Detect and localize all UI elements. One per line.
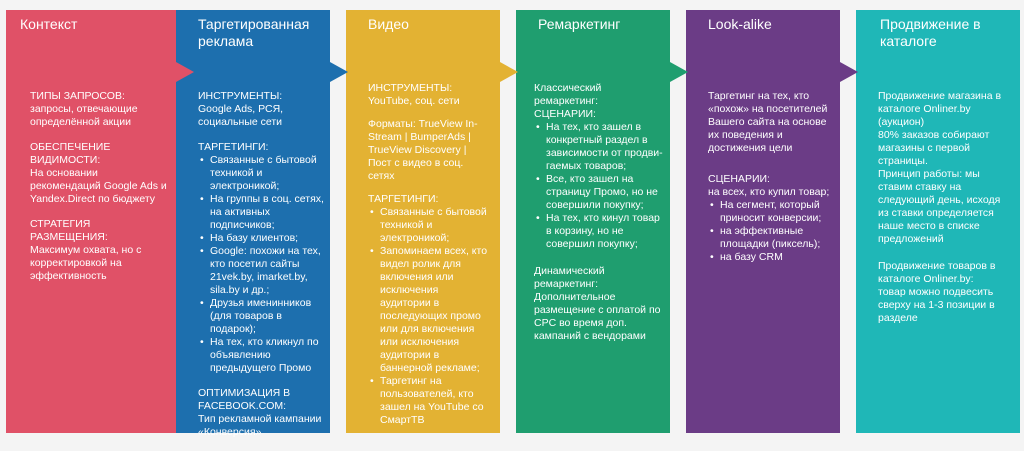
column-title: Ремаркетинг	[538, 16, 621, 32]
list-item: • На тех, кто кликнул по объявлению предыдущего Промо	[210, 336, 326, 375]
column-title: Look-alike	[708, 16, 772, 32]
block-heading: ТИПЫ ЗАПРОСОВ:	[30, 90, 125, 102]
facebook-text: Тип рекламной кампании «Конверсия»	[198, 413, 322, 438]
formats-text: Форматы: TrueView In-Stream | BumperAds | TrueView Discovery | Пост с видео в соц. сетях	[368, 118, 478, 182]
list-item: • Связанные с бытовой техникой и электроникой;	[210, 154, 326, 193]
list-item: • Все, кто зашел на страницу Промо, но не совершили покупку;	[546, 173, 664, 212]
list-item: • На группы в соц. сетях, на активных подписчиков;	[210, 193, 326, 232]
column-catalog	[856, 10, 1020, 433]
scenarios-heading: СЦЕНАРИИ:	[708, 173, 770, 185]
list-item: • на эффективные площадки (пиксель);	[720, 225, 830, 251]
tools-heading: ИНСТРУМЕНТЫ:	[198, 90, 283, 102]
list-item: • Друзья именинников (для товаров в подарок);	[210, 297, 326, 336]
list-item: • Запоминаем всех, кто видел ролик для включения или исключения аудитории в последующих промо или для включения или исключения аудитории в баннерной рекламе;	[380, 245, 490, 375]
column-title: Видео	[368, 16, 409, 32]
column-video	[346, 10, 522, 433]
scenarios-text: на всех, кто купил товар;	[708, 186, 830, 198]
list-item: • На тех, кто зашел в конкретный раздел в зависимости от продви-гаемых товаров;	[546, 121, 664, 173]
tools-text: ИНСТРУМЕНТЫ: YouTube, соц. сети	[368, 82, 460, 107]
scenarios-heading: СЦЕНАРИИ:	[534, 108, 596, 120]
column-remarketing	[516, 10, 692, 433]
column-targeted-ads	[176, 10, 352, 438]
catalog-text-2: 80% заказов собирают магазины с первой страницы.	[878, 129, 990, 167]
classic-heading: Классический ремаркетинг:	[534, 82, 602, 107]
block-heading: ОБЕСПЕЧЕНИЕ ВИДИМОСТИ:	[30, 141, 111, 166]
list-item: • на базу CRM	[720, 251, 830, 264]
targeting-heading: ТАРГЕТИНГИ:	[198, 141, 269, 153]
block-heading: СТРАТЕГИЯ РАЗМЕЩЕНИЯ:	[30, 218, 108, 243]
column-title: Таргетированная реклама	[198, 16, 310, 49]
list-item: • На сегмент, который приносит конверсии;	[720, 199, 830, 225]
tools-text: Google Ads, РСЯ, социальные сети	[198, 103, 284, 128]
targeting-heading: ТАРГЕТИНГИ:	[368, 193, 439, 205]
block-text: запросы, отвечающие определённой акции	[30, 103, 138, 128]
catalog-text-3: Принцип работы: мы ставим ставку на следующий день, исходя из ставки определяется наше место в списке предложений	[878, 168, 1001, 245]
column-context	[6, 10, 198, 433]
column-lookalike	[686, 10, 862, 433]
list-item: • Связанные с бытовой техникой и электроникой;	[380, 206, 490, 245]
list-item: • Google: похожи на тех, кто посетил сайты 21vek.by, imarket.by, sila.by и др.;	[210, 245, 326, 297]
dynamic-text: Дополнительное размещение с оплатой по CPC во время доп. кампаний с вендорами	[534, 291, 661, 342]
list-item: • Таргетинг на пользователей, кто зашел на YouTube со СмартТВ	[380, 375, 490, 427]
column-title: Контекст	[20, 16, 78, 32]
column-title: Продвижение в каталоге	[880, 16, 981, 49]
intro-text: Таргетинг на тех, кто «похож» на посетителей Вашего сайта на основе их поведения и достижения цели	[708, 90, 828, 154]
block-text: На основании рекомендаций Google Ads и Yandex.Direct по бюджету	[30, 167, 167, 205]
list-item: • На тех, кто кинул товар в корзину, но не совершил покупку;	[546, 212, 664, 251]
block-text: Максимум охвата, но с корректировкой на эффективность	[30, 244, 142, 282]
facebook-heading: ОПТИМИЗАЦИЯ В FACEBOOK.COM:	[198, 387, 291, 412]
catalog-text-4: Продвижение товаров в каталоге Onliner.by: товар можно подвесить сверху на 1-3 позиции в разделе	[878, 260, 996, 324]
dynamic-heading: Динамический ремаркетинг:	[534, 265, 605, 290]
catalog-text-1: Продвижение магазина в каталоге Onliner.by (аукцион)	[878, 90, 1002, 128]
list-item: • На базу клиентов;	[210, 232, 326, 245]
